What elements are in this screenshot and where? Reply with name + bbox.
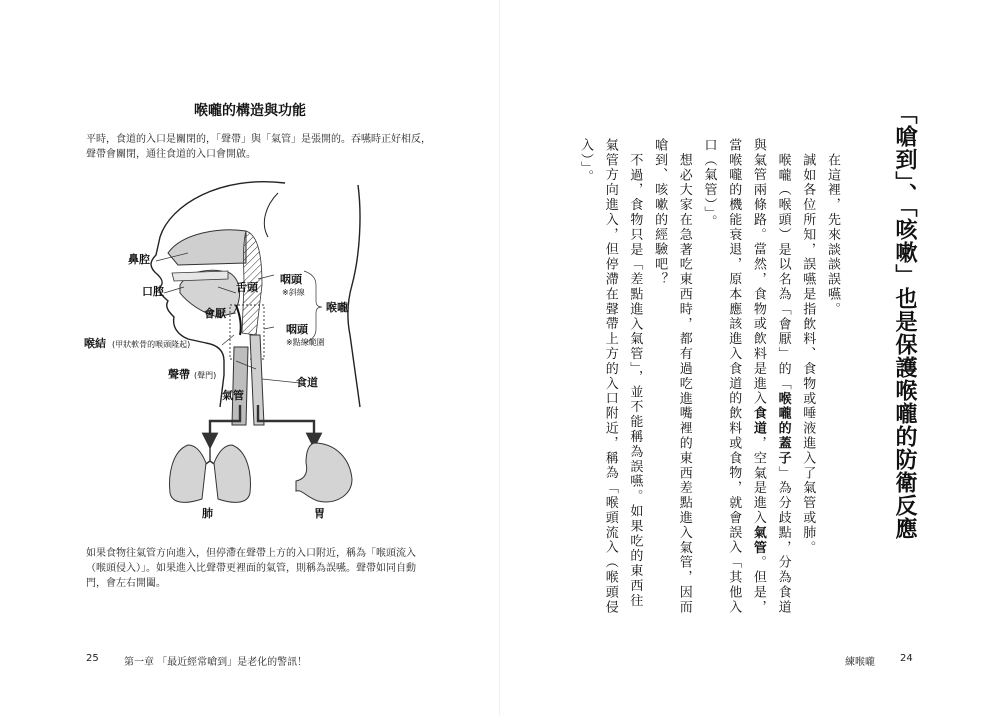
label-pharynx-note: ※斜線 [282, 288, 305, 297]
emphasis-text: 氣管 [750, 525, 766, 556]
page-number-right: 24 [900, 653, 913, 664]
label-epiglottis: 會厭 [204, 307, 226, 320]
label-pharynx: 咽頭 [280, 273, 302, 286]
body-column [703, 138, 716, 229]
body-column [579, 138, 592, 185]
emphasis-text: 喉嚨的蓋子 [775, 391, 791, 466]
emphasis-text: 食道 [750, 406, 766, 437]
paragraph-text: 。但是， [750, 555, 766, 615]
label-laryngeal-prominence-note: (甲狀軟骨的喉頭隆起) [112, 340, 191, 349]
paragraph-text: 喉嚨（喉頭）是以名為「會厭」的「 [775, 153, 791, 392]
lungs-shape [170, 445, 251, 502]
paragraph-text: 與氣管兩條路。當然，食物或飲料是進入 [750, 138, 766, 407]
paragraph-text: 」為分歧點，分為食道 [775, 465, 791, 615]
label-lungs: 肺 [202, 507, 213, 520]
oral-cavity-shape [172, 271, 228, 281]
running-head-left: 第一章 「最近經常嗆到」是老化的警訊！ [124, 657, 308, 668]
body-column [826, 153, 839, 317]
label-esophagus: 食道 [296, 376, 318, 389]
stomach-shape [296, 443, 352, 502]
label-nasal-cavity: 鼻腔 [128, 253, 150, 266]
page-number-left: 25 [86, 653, 99, 664]
section-title: 「嗆到」、「咳嗽」也是保護喉嚨的防衛反應 [892, 102, 917, 540]
body-column [801, 153, 814, 555]
paragraph-text: 想必大家在急著吃東西時，都有過吃進嘴裡的東西差點進入氣管，因而 [676, 153, 692, 615]
paragraph-text: 誠如各位所知，誤嚥是指飲料、食物或唾液進入了氣管或肺。 [800, 153, 816, 556]
label-stomach: 胃 [314, 507, 325, 520]
label-throat: 喉嚨 [326, 301, 348, 314]
label-vocal-cords-note: (聲門) [194, 371, 217, 380]
body-column [604, 138, 617, 615]
paragraph-text: 不過，食物只是「差點進入氣管」，並不能稱為誤嚥。如果吃的東西往 [627, 153, 643, 609]
label-oral-cavity: 口腔 [142, 285, 164, 298]
body-column [727, 138, 740, 615]
paragraph-text: ，空氣是進入 [750, 436, 766, 526]
paragraph-text: 在這裡，先來談談誤嚥。 [825, 153, 840, 317]
paragraph-text: 入）」。 [578, 138, 593, 185]
body-column [653, 138, 666, 287]
figure-caption: 如果食物往氣管方向進入，但停滯在聲帶上方的入口附近，稱為「喉頭流入（喉頭侵入）」。如果進入比聲帶更裡面的氣管，則稱為誤嚥。聲帶如同自動門，會左右開闔。 [86, 548, 416, 589]
paragraph-text: 氣管方向進入，但停滯在聲帶上方的入口附近，稱為「喉頭流入（喉頭侵 [602, 138, 618, 615]
body-column [678, 153, 691, 615]
body-column [777, 153, 790, 615]
body-column [752, 138, 765, 615]
label-vocal-cords: 聲帶 [168, 368, 190, 381]
running-head-right: 練喉嚨 [845, 657, 875, 668]
throat-anatomy-diagram [60, 175, 390, 520]
body-column [628, 153, 641, 608]
label-tongue: 舌頭 [236, 281, 258, 294]
paragraph-text: 當喉嚨的機能衰退，原本應該進入食道的飲料或食物，就會誤入「其他入 [726, 138, 742, 615]
figure-title: 喉嚨的構造與功能 [194, 103, 306, 119]
book-gutter [499, 0, 500, 715]
label-trachea: 氣管 [222, 389, 244, 402]
food-arrow [258, 405, 314, 441]
label-larynx-note: ※點線範圍 [286, 338, 325, 347]
figure-intro-text: 平時，食道的入口是關閉的，「聲帶」與「氣管」是張開的。吞嚥時正好相反，聲帶會關閉，通往食道的入口會開啟。 [86, 134, 431, 160]
paragraph-text: 口（氣管）」。 [701, 138, 717, 230]
paragraph-text: 嗆到、咳嗽的經驗吧？ [652, 138, 668, 287]
label-larynx: 咽頭 [286, 323, 308, 336]
nasal-cavity-shape [168, 230, 246, 265]
label-laryngeal-prominence: 喉結 [84, 337, 106, 350]
epiglottis-shape [236, 305, 241, 335]
